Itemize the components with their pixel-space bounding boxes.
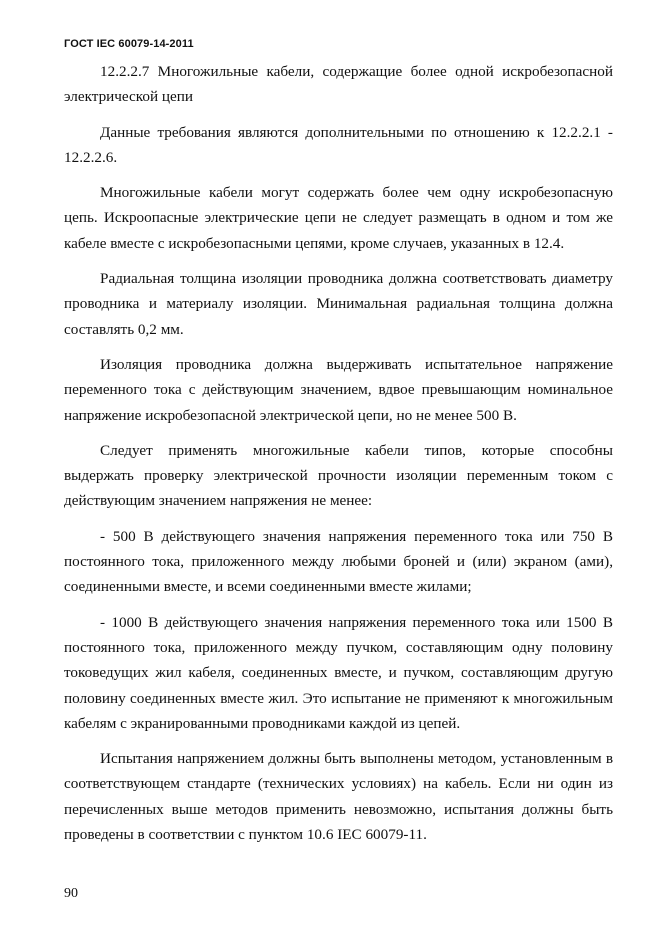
list-item-1000v: - 1000 В действующего значения напряжения переменного тока или 1500 В постоянного тока, приложенного между пучком, составляющим одну половину токоведущих жил кабеля, соединенных вместе, и пучком, составляющим другую половину соединенных вместе жил. Это испытание не применяют к многожильным кабелям с экранированными проводниками каждой из цепей. — [64, 613, 613, 732]
document-header: ГОСТ IEC 60079-14-2011 — [64, 38, 194, 50]
section-heading-12-2-2-7: 12.2.2.7 Многожильные кабели, содержащие более одной искробезопасной электрической цепи — [64, 63, 613, 106]
paragraph-multicore-circuits: Многожильные кабели могут содержать более чем одну искробезопасную цепь. Искроопасные электрические цепи не следует размещать в одном и том же кабеле вместе с искробезопасными цепями, кроме случаев, указанных в 12.4. — [64, 184, 613, 252]
paragraph-cable-types: Следует применять многожильные кабели типов, которые способны выдержать проверку электрической прочности изоляции переменным током с действующим значением напряжения не менее: — [64, 441, 613, 510]
document-body — [64, 59, 613, 857]
list-item-500v: - 500 В действующего значения напряжения переменного тока или 750 В постоянного тока, приложенного между любыми броней и (или) экраном (ами), соединенными вместе, и всеми соединенными вместе жилами; — [64, 527, 613, 596]
paragraph-insulation-thickness: Радиальная толщина изоляции проводника должна соответствовать диаметру проводника и материалу изоляции. Минимальная радиальная толщина должна составлять 0,2 мм. — [64, 270, 613, 338]
page-number: 90 — [64, 886, 78, 901]
paragraph-requirements-note: Данные требования являются дополнительными по отношению к 12.2.2.1 - 12.2.2.6. — [64, 123, 613, 166]
paragraph-insulation-voltage: Изоляция проводника должна выдерживать испытательное напряжение переменного тока с действующим значением, вдвое превышающим номинальное напряжение искробезопасной электрической цепи, но не менее 500 В. — [64, 355, 613, 424]
paragraph-test-methods: Испытания напряжением должны быть выполнены методом, установленным в соответствующем стандарте (технических условиях) на кабель. Если ни один из перечисленных выше методов применить невозможно, испытания должны быть проведены в соответствии с пунктом 10.6 IEC 60079-11. — [64, 750, 613, 844]
